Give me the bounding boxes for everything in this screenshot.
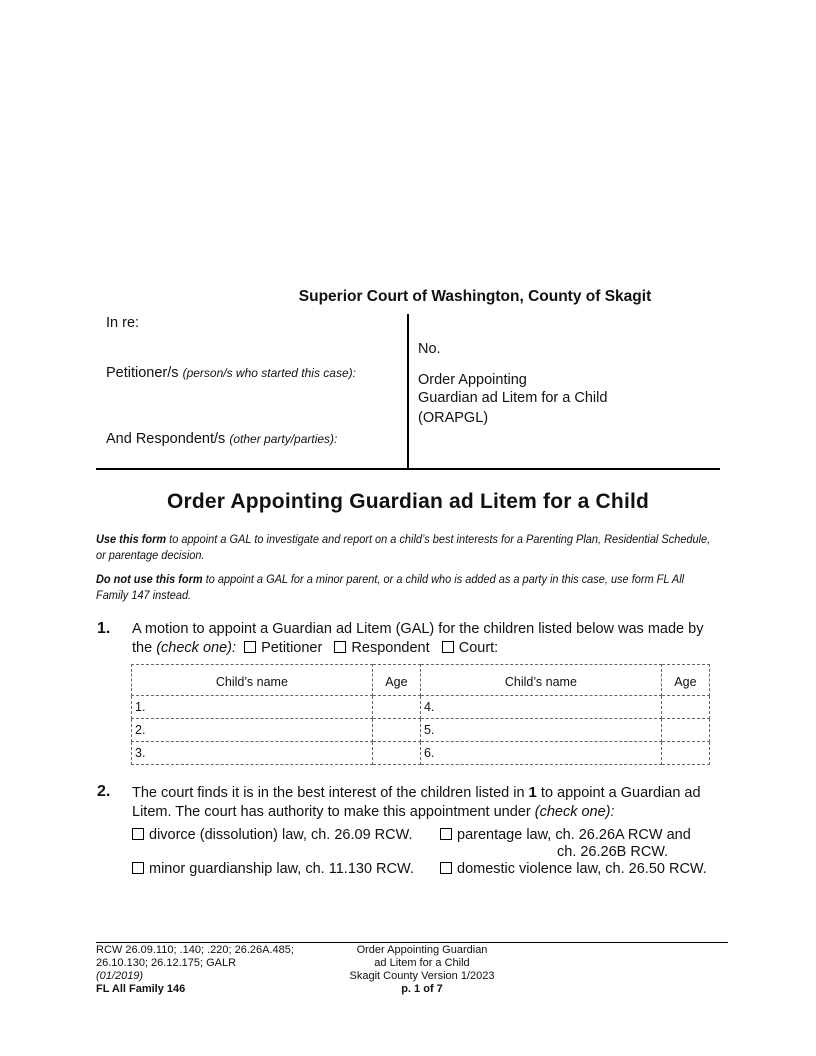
petitioner-label-text: Petitioner/s xyxy=(106,365,179,381)
page-prefix: p. xyxy=(401,983,411,995)
section-2-line2 xyxy=(132,803,727,822)
respondent-option-label: Respondent xyxy=(351,640,430,656)
section-2-number: 2. xyxy=(97,783,111,800)
petitioner-checkbox[interactable] xyxy=(244,640,322,656)
domestic-violence-option-label: domestic violence law, ch. 26.50 RCW. xyxy=(457,861,707,877)
footer-version: Skagit County Version 1/2023 xyxy=(349,970,495,982)
caption-doc-name-line2: Guardian ad Litem for a Child xyxy=(418,390,608,406)
child-name-cell[interactable]: 2. xyxy=(132,719,373,742)
instructions-use-text: to appoint a GAL to investigate and report on a child’s best interests for a Parenting Plan, Residential Schedule, or parentage decision. xyxy=(96,532,711,562)
section-2-line2-text: Litem. The court has authority to make this appointment under xyxy=(132,804,531,820)
children-table xyxy=(131,664,710,765)
child-age-cell[interactable] xyxy=(372,696,420,719)
checkbox-icon xyxy=(132,828,144,840)
footer-divider xyxy=(96,942,728,943)
column-header: Age xyxy=(372,665,420,696)
child-age-cell[interactable] xyxy=(661,696,709,719)
checkbox-icon xyxy=(244,641,256,653)
section-2-line1 xyxy=(132,783,727,803)
checkbox-icon xyxy=(132,862,144,874)
respondent-label xyxy=(106,431,337,447)
instructions-dont-text: to appoint a GAL for a minor parent, or a child who is added as a party in this case, use form FL All Family 147 instead. xyxy=(96,572,685,602)
footer-date: (01/2019) xyxy=(96,970,144,982)
section-1-check-hint: (check one): xyxy=(156,640,236,656)
petitioner-hint: (person/s who started this case): xyxy=(182,366,356,380)
checkbox-icon xyxy=(334,641,346,653)
court-checkbox[interactable] xyxy=(442,640,499,656)
child-age-cell[interactable] xyxy=(372,719,420,742)
section-2-line1-b: to appoint a Guardian ad xyxy=(540,785,701,801)
caption-divider-horizontal xyxy=(96,468,720,470)
column-header: Age xyxy=(661,665,709,696)
section-1-lead: the xyxy=(132,640,153,656)
footer-rcw-line1: RCW 26.09.110; .140; .220; 26.26A.485; xyxy=(96,944,294,956)
parentage-option-continued: ch. 26.26B RCW. xyxy=(557,844,669,860)
petitioner-label xyxy=(106,365,356,381)
checkbox-icon xyxy=(440,862,452,874)
child-name-cell[interactable]: 4. xyxy=(420,696,661,719)
section-1-text xyxy=(132,620,722,658)
column-header: Child’s name xyxy=(132,665,373,696)
child-name-cell[interactable]: 3. xyxy=(132,742,373,765)
caption-doc-code: (ORAPGL) xyxy=(418,410,489,426)
page-total: of 7 xyxy=(423,983,443,995)
court-title: Superior Court of Washington, County of Skagit xyxy=(298,288,652,305)
guardianship-option-label: minor guardianship law, ch. 11.130 RCW. xyxy=(149,861,414,877)
in-re-label: In re: xyxy=(106,315,140,331)
child-name-cell[interactable]: 1. xyxy=(132,696,373,719)
section-2-text xyxy=(132,783,727,822)
caption-divider-vertical xyxy=(407,314,409,469)
section-1-line1: A motion to appoint a Guardian ad Litem (GAL) for the children listed below was made by xyxy=(132,621,704,637)
checkbox-icon xyxy=(440,828,452,840)
section-2-line1-a: The court finds it is in the best interest of the children listed in xyxy=(132,785,525,801)
petitioner-option-label: Petitioner xyxy=(261,640,323,656)
page-number xyxy=(322,983,522,996)
column-header: Child’s name xyxy=(420,665,661,696)
footer-left xyxy=(96,944,294,996)
child-age-cell[interactable] xyxy=(372,742,420,765)
document-title: Order Appointing Guardian ad Litem for a Child xyxy=(166,490,650,513)
footer-doc-name-line2: ad Litem for a Child xyxy=(374,957,470,969)
section-1-line2 xyxy=(132,639,722,658)
section-2-reference: 1 xyxy=(528,784,537,801)
child-age-cell[interactable] xyxy=(661,719,709,742)
respondent-label-text: And Respondent/s xyxy=(106,431,226,447)
table-header-row xyxy=(132,665,710,696)
table-row xyxy=(132,719,710,742)
footer-center xyxy=(322,944,522,996)
instructions-use-bold: Use this form xyxy=(96,532,167,546)
section-1-number: 1. xyxy=(97,620,111,637)
checkbox-icon xyxy=(442,641,454,653)
table-row xyxy=(132,742,710,765)
section-2-check-hint: (check one): xyxy=(534,804,615,820)
caption-doc-name-line1: Order Appointing xyxy=(418,372,527,388)
instructions-use xyxy=(96,531,717,563)
table-row xyxy=(132,696,710,719)
caption-document-name xyxy=(418,371,607,427)
footer-doc-name-line1: Order Appointing Guardian xyxy=(356,944,488,956)
divorce-checkbox[interactable] xyxy=(132,826,413,845)
instructions-dont xyxy=(96,571,717,603)
guardianship-checkbox[interactable] xyxy=(132,860,414,879)
footer-form-id: FL All Family 146 xyxy=(96,983,186,995)
footer-rcw-line2: 26.10.130; 26.12.175; GALR xyxy=(96,957,237,969)
divorce-option-label: divorce (dissolution) law, ch. 26.09 RCW. xyxy=(149,827,413,843)
page-current: 1 xyxy=(414,983,421,995)
child-age-cell[interactable] xyxy=(661,742,709,765)
court-option-label: Court: xyxy=(458,640,499,656)
domestic-violence-checkbox[interactable] xyxy=(440,860,707,879)
child-name-cell[interactable]: 6. xyxy=(420,742,661,765)
respondent-checkbox[interactable] xyxy=(334,640,429,656)
parentage-option-label: parentage law, ch. 26.26A RCW and xyxy=(457,827,691,843)
child-name-cell[interactable]: 5. xyxy=(420,719,661,742)
case-number-label: No. xyxy=(418,341,441,357)
instructions-dont-bold: Do not use this form xyxy=(96,572,203,586)
respondent-hint: (other party/parties): xyxy=(229,432,338,446)
